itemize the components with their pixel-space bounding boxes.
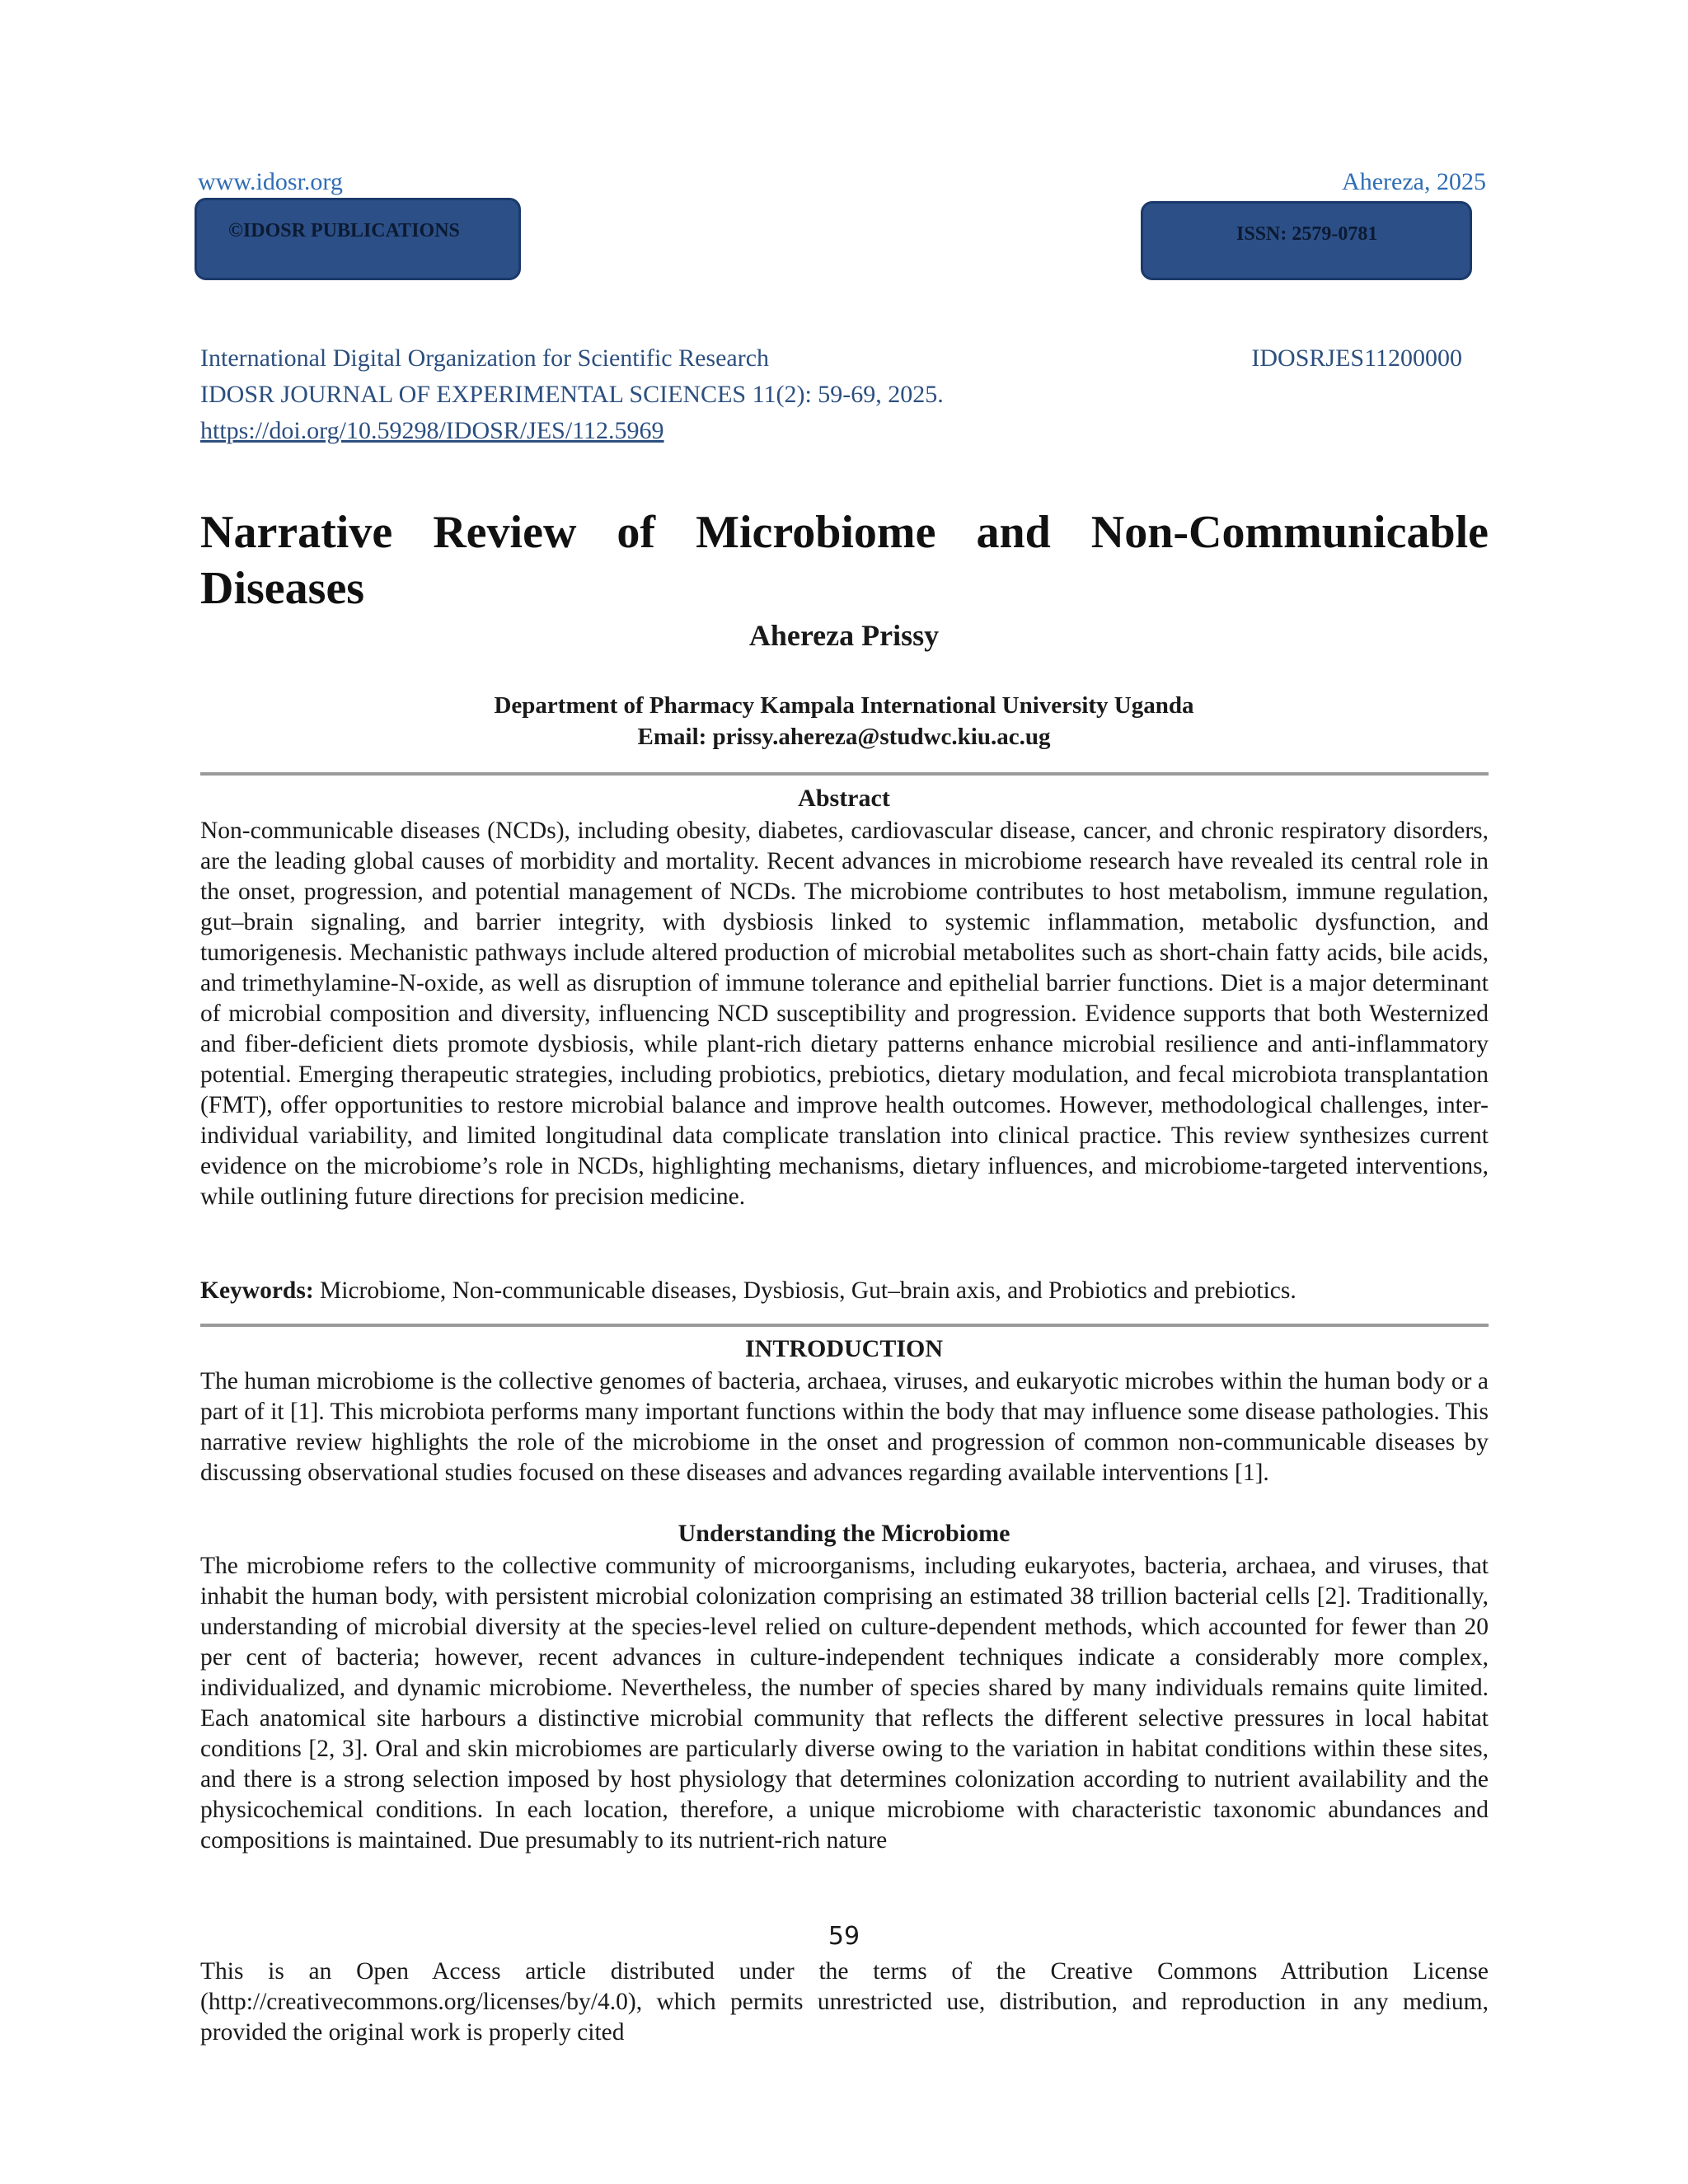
article-code: IDOSRJES11200000 — [1251, 344, 1462, 372]
organization-name: International Digital Organization for Scientific Research — [200, 344, 770, 372]
journal-citation: IDOSR JOURNAL OF EXPERIMENTAL SCIENCES 11(2): 59-69, 2025. — [200, 381, 944, 408]
author-year-header: Ahereza, 2025 — [1342, 168, 1486, 195]
abstract-heading: Abstract — [798, 785, 890, 812]
divider-top — [200, 772, 1489, 776]
keywords-text: Microbiome, Non-communicable diseases, Dysbiosis, Gut–brain axis, and Probiotics and prebiotics. — [313, 1277, 1296, 1304]
divider-abstract — [200, 1324, 1489, 1327]
author-email[interactable]: Email: prissy.ahereza@studwc.kiu.ac.ug — [637, 724, 1051, 750]
introduction-body: The human microbiome is the collective genomes of bacteria, archaea, viruses, and eukaryotic microbes within the human body or a part of it [1]. This microbiota performs many important functions within the body that may influence some disease pathologies. This narrative review highlights the role of the microbiome in the onset and progression of common non-communicable diseases by discussing observational studies focused on these diseases and advances regarding available interventions [1]. — [200, 1368, 1489, 1486]
issn-badge-label: ISSN: 2579-0781 — [1236, 223, 1378, 245]
article-author: Ahereza Prissy — [748, 619, 940, 652]
keywords-label: Keywords: — [200, 1277, 314, 1304]
author-affiliation: Department of Pharmacy Kampala International University Uganda — [494, 692, 1194, 719]
issn-badge — [1141, 201, 1472, 280]
publisher-badge — [195, 198, 521, 280]
site-url-link[interactable]: www.idosr.org — [198, 168, 343, 195]
article-title: Narrative Review of Microbiome and Non-Communicable Diseases — [200, 507, 1489, 614]
license-notice: This is an Open Access article distributed under the terms of the Creative Commons Attribution License (http://creativecommons.org/licenses/by/4.0), which permits unrestricted use, distribution, and reproduction in any medium, provided the original work is properly cited — [200, 1958, 1489, 2046]
page-number: 59 — [828, 1922, 860, 1951]
publisher-badge-label: ©IDOSR PUBLICATIONS — [228, 220, 460, 241]
abstract-body: Non-communicable diseases (NCDs), including obesity, diabetes, cardiovascular disease, cancer, and chronic respiratory disorders, are the leading global causes of morbidity and mortality. Recent advances in microbiome research have revealed its central role in the onset, progression, and potential management of NCDs. The microbiome contributes to host metabolism, immune regulation, gut–brain signaling, and barrier integrity, with dysbiosis linked to systemic inflammation, metabolic dysfunction, and tumorigenesis. Mechanistic pathways include altered production of microbial metabolites such as short-chain fatty acids, bile acids, and trimethylamine-N-oxide, as well as disruption of immune tolerance and epithelial barrier functions. Diet is a major determinant of microbial composition and diversity, influencing NCD susceptibility and progression. Evidence supports that both Westernized and fiber-deficient diets promote dysbiosis, while plant-rich dietary patterns enhance microbial resilience and anti-inflammatory potential. Emerging therapeutic strategies, including probiotics, prebiotics, dietary modulation, and fecal microbiota transplantation (FMT), offer opportunities to restore microbial balance and improve health outcomes. However, methodological challenges, inter-individual variability, and limited longitudinal data complicate translation into clinical practice. This review synthesizes current evidence on the microbiome’s role in NCDs, highlighting mechanisms, dietary influences, and microbiome-targeted interventions, while outlining future directions for precision medicine. — [200, 818, 1489, 1210]
introduction-heading: INTRODUCTION — [744, 1335, 944, 1362]
doi-link[interactable]: https://doi.org/10.59298/IDOSR/JES/112.5969 — [200, 417, 664, 444]
keywords-line — [200, 1276, 1489, 1306]
understanding-heading: Understanding the Microbiome — [678, 1520, 1010, 1547]
understanding-body: The microbiome refers to the collective community of microorganisms, including eukaryotes, bacteria, archaea, and viruses, that inhabit the human body, with persistent microbial colonization comprising an estimated 38 trillion bacterial cells [2]. Traditionally, understanding of microbial diversity at the species-level relied on culture-dependent methods, which accounted for fewer than 20 per cent of bacteria; however, recent advances in culture-independent techniques indicate a considerably more complex, individualized, and dynamic microbiome. Nevertheless, the number of species shared by many individuals remains quite limited. Each anatomical site harbours a distinctive microbial community that reflects the different selective pressures in local habitat conditions [2, 3]. Oral and skin microbiomes are particularly diverse owing to the variation in habitat conditions within these sites, and there is a strong selection imposed by host physiology that determines colonization according to nutrient availability and the physicochemical conditions. In each location, therefore, a unique microbiome with characteristic taxonomic abundances and compositions is maintained. Due presumably to its nutrient-rich nature — [200, 1553, 1489, 1854]
